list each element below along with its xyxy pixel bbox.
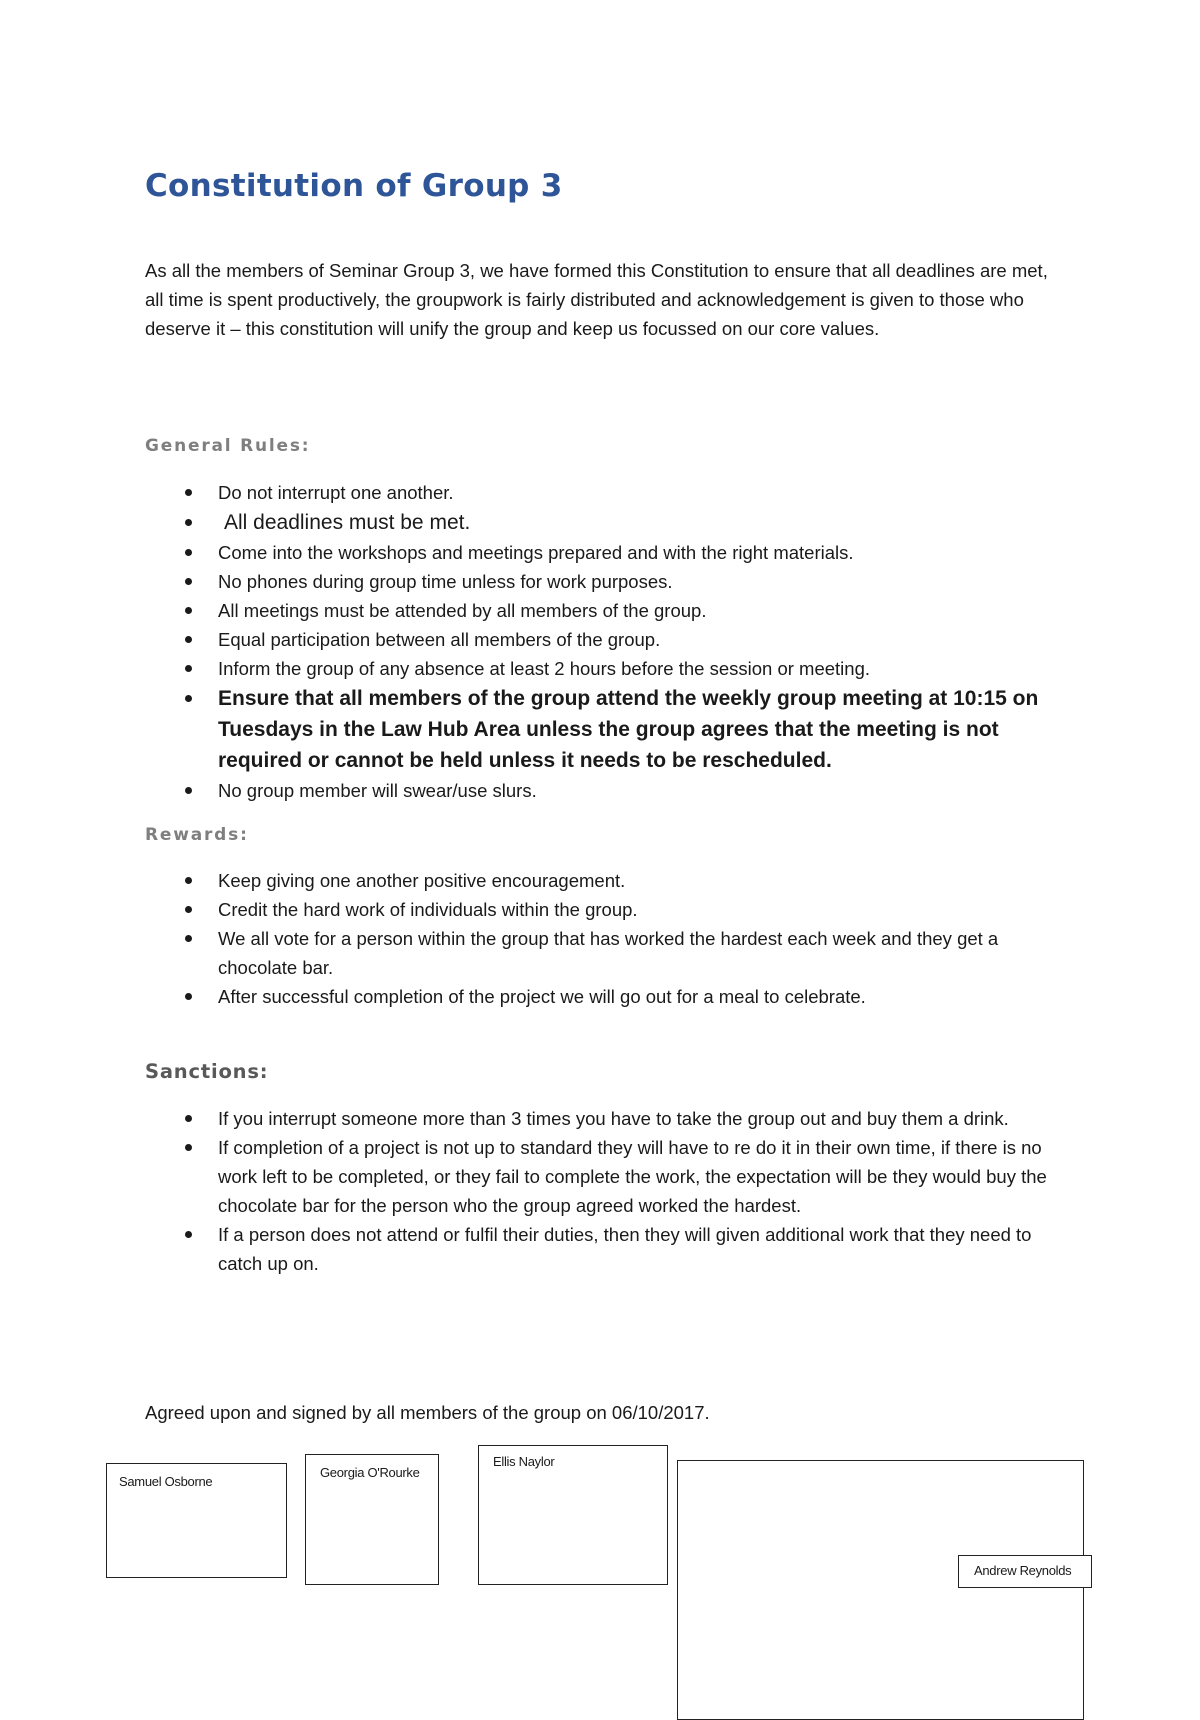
signature-name: Samuel Osborne <box>119 1474 213 1489</box>
list-item: Equal participation between all members of the group. <box>145 625 1065 654</box>
signature-name: Ellis Naylor <box>493 1454 555 1469</box>
general-rules-heading: General Rules: <box>145 436 311 456</box>
signature-box-georgia <box>305 1454 439 1585</box>
list-item: Do not interrupt one another. <box>145 478 1065 507</box>
list-item: If a person does not attend or fulfil their duties, then they will given additional work that they need to catch up on. <box>145 1220 1065 1278</box>
intro-paragraph: As all the members of Seminar Group 3, we have formed this Constitution to ensure that all deadlines are met, all time is spent productively, the groupwork is fairly distributed and acknowledgement is given to those who deserve it – this constitution will unify the group and keep us focussed on our core values. <box>145 260 1048 339</box>
list-item: All deadlines must be met. <box>145 507 1065 538</box>
list-item: Inform the group of any absence at least 2 hours before the session or meeting. <box>145 654 1065 683</box>
list-item: Ensure that all members of the group attend the weekly group meeting at 10:15 on Tuesdays in the Law Hub Area unless the group agrees that the meeting is not required or cannot be held unless it needs to be rescheduled. <box>145 683 1065 776</box>
sanctions-heading: Sanctions: <box>145 1060 269 1083</box>
list-item: No phones during group time unless for work purposes. <box>145 567 1065 596</box>
signature-box-samuel <box>106 1463 287 1578</box>
general-rules-list <box>145 478 1065 805</box>
agreement-statement: Agreed upon and signed by all members of the group on 06/10/2017. <box>145 1402 710 1423</box>
sanctions-list <box>145 1104 1065 1278</box>
list-item: We all vote for a person within the group that has worked the hardest each week and they get a chocolate bar. <box>145 924 1065 982</box>
signature-name: Andrew Reynolds <box>974 1563 1072 1578</box>
list-item: Come into the workshops and meetings prepared and with the right materials. <box>145 538 1065 567</box>
rewards-list <box>145 866 1065 1011</box>
list-item: Keep giving one another positive encouragement. <box>145 866 1065 895</box>
signature-box-large <box>677 1460 1084 1720</box>
signature-box-andrew <box>958 1555 1092 1588</box>
list-item: If completion of a project is not up to standard they will have to re do it in their own time, if there is no work left to be completed, or they fail to complete the work, the expectation will be they would buy the chocolate bar for the person who the group agreed worked the hardest. <box>145 1133 1065 1220</box>
list-item: Credit the hard work of individuals within the group. <box>145 895 1065 924</box>
signature-name: Georgia O'Rourke <box>320 1465 420 1480</box>
list-item: No group member will swear/use slurs. <box>145 776 1065 805</box>
list-item: If you interrupt someone more than 3 times you have to take the group out and buy them a drink. <box>145 1104 1065 1133</box>
rewards-heading: Rewards: <box>145 825 249 845</box>
document-title: Constitution of Group 3 <box>145 168 563 204</box>
list-item: All meetings must be attended by all members of the group. <box>145 596 1065 625</box>
signature-box-ellis <box>478 1445 668 1585</box>
list-item: After successful completion of the project we will go out for a meal to celebrate. <box>145 982 1065 1011</box>
